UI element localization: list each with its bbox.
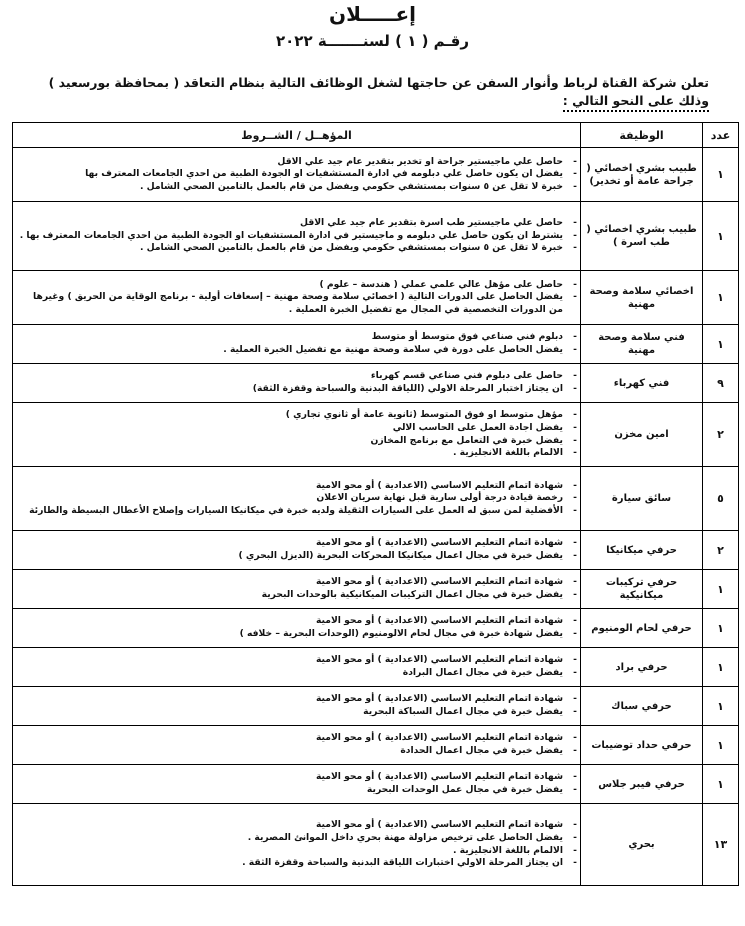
job-requirements xyxy=(13,403,581,467)
job-title: فني كهرباء xyxy=(581,364,703,403)
job-count: ١٣ xyxy=(703,804,739,886)
requirement-item: - يفضل الحاصل على ترخيص مزاولة مهنة بحري داخل الموانئ المصرية . xyxy=(16,832,563,845)
table-row xyxy=(13,364,739,403)
job-title: طبيب بشري اخصائي ( جراحة عامة أو تخدير) xyxy=(581,148,703,202)
requirements-list xyxy=(16,156,577,194)
job-title: حرفي براد xyxy=(581,648,703,687)
requirement-item: - يفضل اجادة العمل على الحاسب الالي xyxy=(16,422,563,435)
job-count: ١ xyxy=(703,570,739,609)
requirement-item: - دبلوم فني صناعي فوق متوسط أو متوسط xyxy=(16,331,563,344)
job-title: حرفي لحام الومنيوم xyxy=(581,609,703,648)
job-count: ١ xyxy=(703,609,739,648)
table-row xyxy=(13,148,739,202)
table-row xyxy=(13,403,739,467)
requirement-item: - مؤهل متوسط او فوق المتوسط (ثانوية عامة أو ثانوي تجاري ) xyxy=(16,409,563,422)
requirement-item: - رخصة قيادة درجة أولى سارية قبل نهاية سريان الاعلان xyxy=(16,492,563,505)
intro-line-1: تعلن شركة القناة لرباط وأنوار السفن عن حاجتها لشغل الوظائف التالية بنظام التعاقد ( بمحافظة بورسعيد ) xyxy=(48,75,709,90)
job-requirements xyxy=(13,531,581,570)
year-label: لسنـــــــة xyxy=(317,32,390,50)
requirement-item: - يفضل خبرة في مجال اعمال الحدادة xyxy=(16,745,563,758)
requirement-item: - يشترط ان يكون حاصل علي دبلومه و ماجيستير في ادارة المستشفيات او الجودة الطبية من احدي الجامعات المعترف بها . xyxy=(16,230,563,243)
requirement-item: - شهادة اتمام التعليم الاساسي (الاعدادية ) أو محو الامية xyxy=(16,576,563,589)
header-requirements: المؤهــل / الشــروط xyxy=(13,123,581,148)
job-requirements xyxy=(13,726,581,765)
requirement-item: - شهادة اتمام التعليم الاساسي (الاعدادية ) أو محو الامية xyxy=(16,693,563,706)
job-count: ٥ xyxy=(703,467,739,531)
requirements-list xyxy=(16,693,577,718)
requirement-item: - الأفضلية لمن سبق له العمل على السيارات الثقيلة ولديه خبرة في ميكانيكا السيارات وإصلاح الأعطال البسيطة والطارئة xyxy=(16,505,563,518)
job-requirements xyxy=(13,765,581,804)
job-count: ١ xyxy=(703,765,739,804)
table-header-row xyxy=(13,123,739,148)
job-count: ٢ xyxy=(703,531,739,570)
jobs-table xyxy=(12,122,739,886)
requirement-item: - حاصل علي ماجيستير طب اسرة بتقدير عام جيد علي الاقل xyxy=(16,217,563,230)
requirements-list xyxy=(16,732,577,757)
table-row xyxy=(13,570,739,609)
job-requirements xyxy=(13,467,581,531)
table-row xyxy=(13,765,739,804)
requirements-list xyxy=(16,576,577,601)
job-count: ٩ xyxy=(703,364,739,403)
table-row xyxy=(13,687,739,726)
intro-line-2: وذلك على النحو التالي : xyxy=(563,92,709,112)
jobs-table-body xyxy=(13,148,739,886)
job-count: ١ xyxy=(703,271,739,325)
job-count: ١ xyxy=(703,648,739,687)
job-requirements xyxy=(13,364,581,403)
requirement-item: - الالمام باللغة الانجليزية . xyxy=(16,845,563,858)
job-title: حرفي سباك xyxy=(581,687,703,726)
table-row xyxy=(13,271,739,325)
requirement-item: - يفضل شهادة خبرة في مجال لحام الالومنيوم (الوحدات البحرية – خلافه ) xyxy=(16,628,563,641)
table-row xyxy=(13,609,739,648)
requirements-list xyxy=(16,615,577,640)
table-row xyxy=(13,202,739,271)
job-requirements xyxy=(13,148,581,202)
job-requirements xyxy=(13,609,581,648)
requirement-item: - شهادة اتمام التعليم الاساسي (الاعدادية ) أو محو الامية xyxy=(16,615,563,628)
announcement-number xyxy=(0,32,745,50)
job-title: سائق سيارة xyxy=(581,467,703,531)
job-title: طبيب بشري اخصائي ( طب اسرة ) xyxy=(581,202,703,271)
job-requirements xyxy=(13,271,581,325)
requirement-item: - خبرة لا تقل عن ٥ سنوات بمستشفي حكومي ويفضل من قام بالعمل بالتامين الصحي الشامل . xyxy=(16,181,563,194)
requirement-item: - يفضل خبرة في مجال اعمال ميكانيكا المحركات البحرية (الديزل البحري ) xyxy=(16,550,563,563)
requirements-list xyxy=(16,279,577,317)
requirement-item: - شهادة اتمام التعليم الاساسي (الاعدادية ) أو محو الامية xyxy=(16,480,563,493)
table-row xyxy=(13,531,739,570)
job-count: ١ xyxy=(703,202,739,271)
requirements-list xyxy=(16,654,577,679)
requirement-item: - يفضل خبرة في مجال اعمال التركيبات الميكانيكية بالوحدات البحرية xyxy=(16,589,563,602)
job-title: بحري xyxy=(581,804,703,886)
requirements-list xyxy=(16,819,577,869)
requirements-list xyxy=(16,409,577,459)
requirement-item: - خبرة لا تقل عن ٥ سنوات بمستشفي حكومي ويفضل من قام بالعمل بالتامين الصحي الشامل . xyxy=(16,242,563,255)
requirements-list xyxy=(16,771,577,796)
job-requirements xyxy=(13,687,581,726)
requirements-list xyxy=(16,331,577,356)
requirement-item: - شهادة اتمام التعليم الاساسي (الاعدادية ) أو محو الامية xyxy=(16,654,563,667)
requirement-item: - شهادة اتمام التعليم الاساسي (الاعدادية ) أو محو الامية xyxy=(16,537,563,550)
table-row xyxy=(13,726,739,765)
job-count: ١ xyxy=(703,325,739,364)
job-title: حرفي ميكانيكا xyxy=(581,531,703,570)
requirements-list xyxy=(16,537,577,562)
requirement-item: - يفضل خبرة في مجال اعمال السباكة البحرية xyxy=(16,706,563,719)
job-title: حرفي فيبر جلاس xyxy=(581,765,703,804)
requirement-item: - شهادة اتمام التعليم الاساسي (الاعدادية ) أو محو الامية xyxy=(16,819,563,832)
job-title: اخصائي سلامة وصحة مهنية xyxy=(581,271,703,325)
header-count: عدد xyxy=(703,123,739,148)
job-count: ٢ xyxy=(703,403,739,467)
requirements-list xyxy=(16,480,577,518)
job-requirements xyxy=(13,202,581,271)
table-row xyxy=(13,467,739,531)
requirement-item: - يفضل خبرة في مجال عمل الوحدات البحرية xyxy=(16,784,563,797)
requirement-item: - يفضل الحاصل على الدورات التالية ( اخصائي سلامة وصحة مهنية – إسعافات أولية - برنامج الوقاية من الحريق ) وغيرها من الدورات التخصصية في المجال مع تفضيل الخبرة العملية . xyxy=(16,291,563,316)
requirement-item: - شهادة اتمام التعليم الاساسي (الاعدادية ) أو محو الامية xyxy=(16,732,563,745)
job-count: ١ xyxy=(703,687,739,726)
header-job: الوظيفة xyxy=(581,123,703,148)
year-value: ٢٠٢٢ xyxy=(275,32,313,50)
job-title: فني سلامة وصحة مهنية xyxy=(581,325,703,364)
requirement-item: - يفضل الحاصل على دورة في سلامة وصحة مهنية مع تفضيل الخبرة العملية . xyxy=(16,344,563,357)
requirement-item: - يفضل خبرة في مجال اعمال البرادة xyxy=(16,667,563,680)
requirement-item: - حاصل على مؤهل عالي علمي عملي ( هندسة – علوم ) xyxy=(16,279,563,292)
job-requirements xyxy=(13,570,581,609)
requirement-item: - يفضل خبرة في التعامل مع برنامج المخازن xyxy=(16,435,563,448)
job-title: حرفي حداد توضيبات xyxy=(581,726,703,765)
intro-text xyxy=(29,74,709,112)
table-row xyxy=(13,804,739,886)
announcement-title: إعـــــلان xyxy=(329,2,416,26)
requirements-list xyxy=(16,370,577,395)
number-close: ) xyxy=(395,32,402,50)
job-requirements xyxy=(13,325,581,364)
requirement-item: - يفضل ان يكون حاصل علي دبلومه في ادارة المستشفيات او الجودة الطبية من احدي الجامعات المعترف بها xyxy=(16,168,563,181)
job-requirements xyxy=(13,804,581,886)
job-requirements xyxy=(13,648,581,687)
job-count: ١ xyxy=(703,726,739,765)
table-row xyxy=(13,648,739,687)
number-value: ١ xyxy=(407,32,417,50)
requirement-item: - الالمام باللغة الانجليزية . xyxy=(16,447,563,460)
requirement-item: - ان يجتاز اختبار المرحلة الاولي (اللياقة البدنية والسباحة وقفزة الثقة) xyxy=(16,383,563,396)
requirement-item: - ان يجتاز المرحلة الاولي اختبارات اللياقة البدنية والسباحة وقفزة الثقة . xyxy=(16,857,563,870)
requirement-item: - حاصل على دبلوم فني صناعي قسم كهرباء xyxy=(16,370,563,383)
requirement-item: - شهادة اتمام التعليم الاساسي (الاعدادية ) أو محو الامية xyxy=(16,771,563,784)
requirement-item: - حاصل علي ماجيستير جراحة او تخدير بتقدير عام جيد علي الاقل xyxy=(16,156,563,169)
table-row xyxy=(13,325,739,364)
job-title: امين مخزن xyxy=(581,403,703,467)
job-title: حرفي تركيبات ميكانيكية xyxy=(581,570,703,609)
requirements-list xyxy=(16,217,577,255)
job-count: ١ xyxy=(703,148,739,202)
number-label: رقـم ( xyxy=(421,32,470,50)
